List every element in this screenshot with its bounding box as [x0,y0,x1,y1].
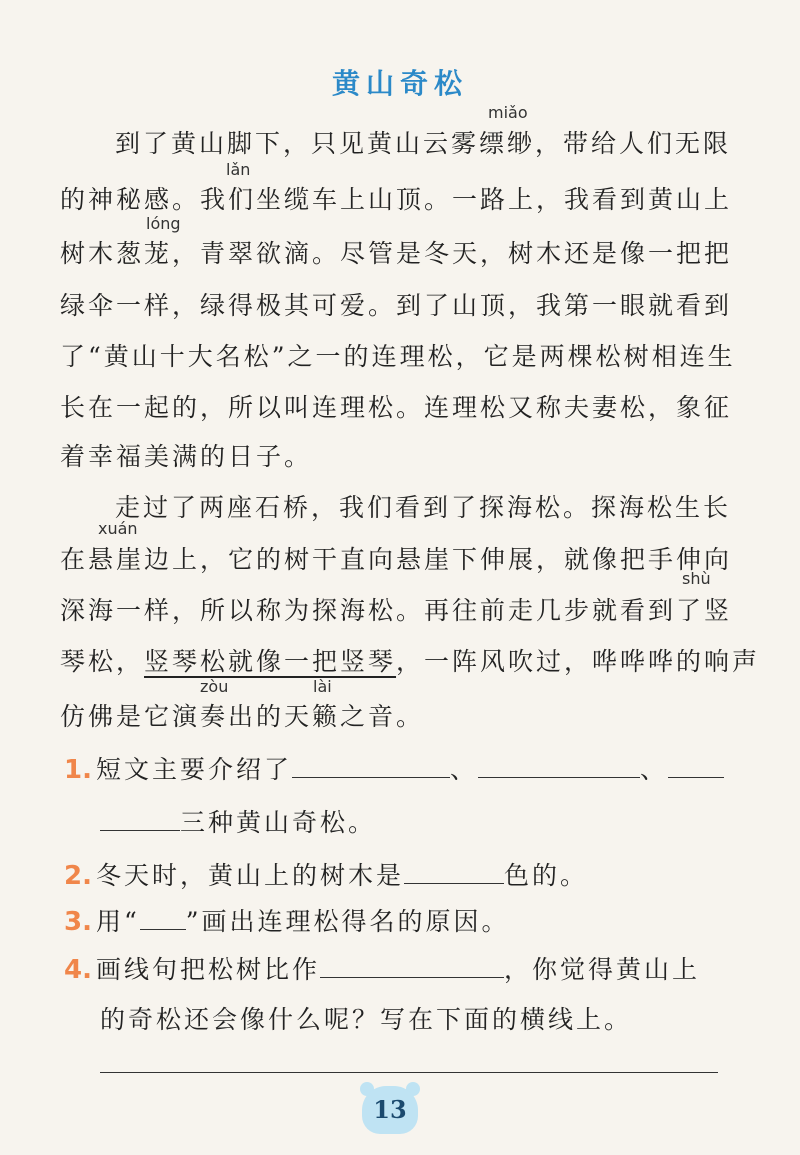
passage-line: 深海一样，所以称为探海松。再往前走几步就看到了竖 [60,596,733,625]
question-1 [64,750,724,786]
passage-line: 的神秘感。我们坐缆车上山顶。一路上，我看到黄山上 [60,185,733,214]
passage-line [60,642,761,678]
answer-line[interactable] [100,1072,718,1073]
pinyin-miao: miǎo [488,103,528,122]
question-text: 三种黄山奇松。 [180,808,377,837]
pinyin-zou: zòu [200,677,229,696]
answer-blank[interactable] [320,955,504,978]
answer-blank[interactable] [100,808,180,831]
pinyin-shu: shù [682,569,711,588]
question-text: 用“ [95,907,140,936]
page-number: 13 [362,1086,418,1134]
passage-line: 绿伞一样，绿得极其可爱。到了山顶，我第一眼就看到 [60,291,733,320]
passage-text: 琴松， [60,647,145,676]
passage-line: 了“黄山十大名松”之一的连理松，它是两棵松树相连生 [60,342,736,371]
question-number: 2. [64,861,92,891]
pinyin-lai: lài [313,677,332,696]
question-text: 色的。 [503,861,588,890]
pinyin-lan: lǎn [226,160,251,179]
question-text: 冬天时，黄山上的树木是 [95,861,404,890]
pinyin-long: lóng [146,214,181,233]
question-3 [64,902,724,938]
question-1-cont [100,803,760,839]
pinyin-xuan: xuán [98,519,138,538]
answer-blank[interactable] [668,755,724,778]
passage-line: 走过了两座石桥，我们看到了探海松。探海松生长 [115,493,732,522]
line-sample [140,915,186,930]
answer-blank[interactable] [404,861,504,884]
page-title: 黄山奇松 [331,67,468,100]
passage-line: 仿佛是它演奏出的天籁之音。 [60,702,425,731]
question-text: ”画出连理松得名的原因。 [185,907,510,936]
answer-blank[interactable] [292,755,450,778]
question-text: 短文主要介绍了 [95,755,292,784]
question-2 [64,856,724,892]
question-4-cont: 的奇松还会像什么呢？写在下面的横线上。 [100,1005,633,1034]
passage-text: ，一阵风吹过，哗哗哗的响声 [396,647,761,676]
passage-line: 在悬崖边上，它的树干直向悬崖下伸展，就像把手伸向 [60,545,733,574]
question-text: 画线句把松树比作 [95,955,320,984]
passage-line: 长在一起的，所以叫连理松。连理松又称夫妻松，象征 [60,393,733,422]
question-number: 3. [64,907,92,937]
passage-line: 树木葱茏，青翠欲滴。尽管是冬天，树木还是像一把把 [60,239,733,268]
separator: 、 [449,755,478,784]
question-number: 1. [64,755,92,785]
passage-line: 着幸福美满的日子。 [60,442,313,471]
question-number: 4. [64,955,92,985]
answer-blank[interactable] [478,755,640,778]
underlined-sentence: 竖琴松就像一把竖琴 [144,647,397,676]
passage-line: 到了黄山脚下，只见黄山云雾缥缈，带给人们无限 [115,129,732,158]
question-4 [64,950,724,986]
separator: 、 [640,755,669,784]
question-text: ，你觉得黄山上 [503,955,700,984]
